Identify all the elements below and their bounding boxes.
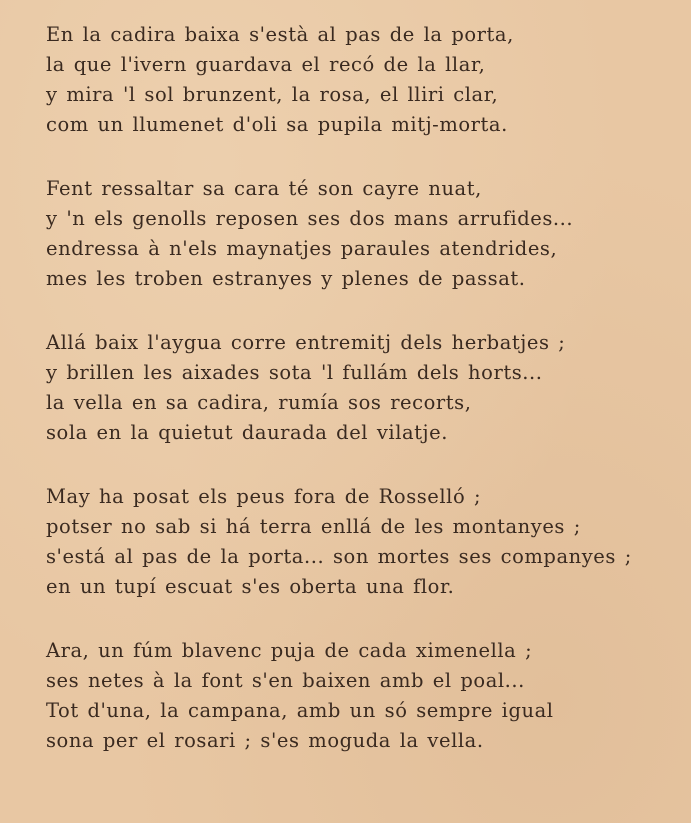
- poem-line: sona per el rosari ; s'es moguda la vella.: [46, 729, 484, 752]
- stanza-1: [46, 20, 686, 140]
- stanza-3: [46, 328, 686, 448]
- poem-line: Allá baix l'aygua corre entremitj dels herbatjes ;: [46, 331, 566, 354]
- poem-line: sola en la quietut daurada del vilatje.: [46, 421, 448, 444]
- poem-line: y 'n els genolls reposen ses dos mans arrufides...: [46, 207, 574, 230]
- poem-line: s'está al pas de la porta... son mortes ses companyes ;: [46, 545, 632, 568]
- poem-line: May ha posat els peus fora de Rosselló ;: [46, 485, 482, 508]
- poem-line: la vella en sa cadira, rumía sos recorts,: [46, 391, 472, 414]
- poem-line: ses netes à la font s'en baixen amb el poal...: [46, 669, 525, 692]
- stanza-4: [46, 482, 686, 602]
- poem-line: com un llumenet d'oli sa pupila mitj-morta.: [46, 113, 508, 136]
- stanza-5: [46, 636, 686, 756]
- poem-line: Tot d'una, la campana, amb un só sempre igual: [46, 699, 554, 722]
- poem-line: En la cadira baixa s'està al pas de la porta,: [46, 23, 514, 46]
- poem-line: y mira 'l sol brunzent, la rosa, el lliri clar,: [46, 83, 499, 106]
- poem-line: en un tupí escuat s'es oberta una flor.: [46, 575, 455, 598]
- poem-line: potser no sab si há terra enllá de les montanyes ;: [46, 515, 581, 538]
- poem-line: la que l'ivern guardava el recó de la llar,: [46, 53, 486, 76]
- poem-text: [46, 20, 686, 756]
- poem-line: endressa à n'els maynatjes paraules atendrides,: [46, 237, 558, 260]
- stanza-2: [46, 174, 686, 294]
- poem-line: mes les troben estranyes y plenes de passat.: [46, 267, 526, 290]
- poem-line: Ara, un fúm blavenc puja de cada ximenella ;: [46, 639, 533, 662]
- poem-line: Fent ressaltar sa cara té son cayre nuat,: [46, 177, 482, 200]
- poem-line: y brillen les aixades sota 'l fullám dels horts...: [46, 361, 543, 384]
